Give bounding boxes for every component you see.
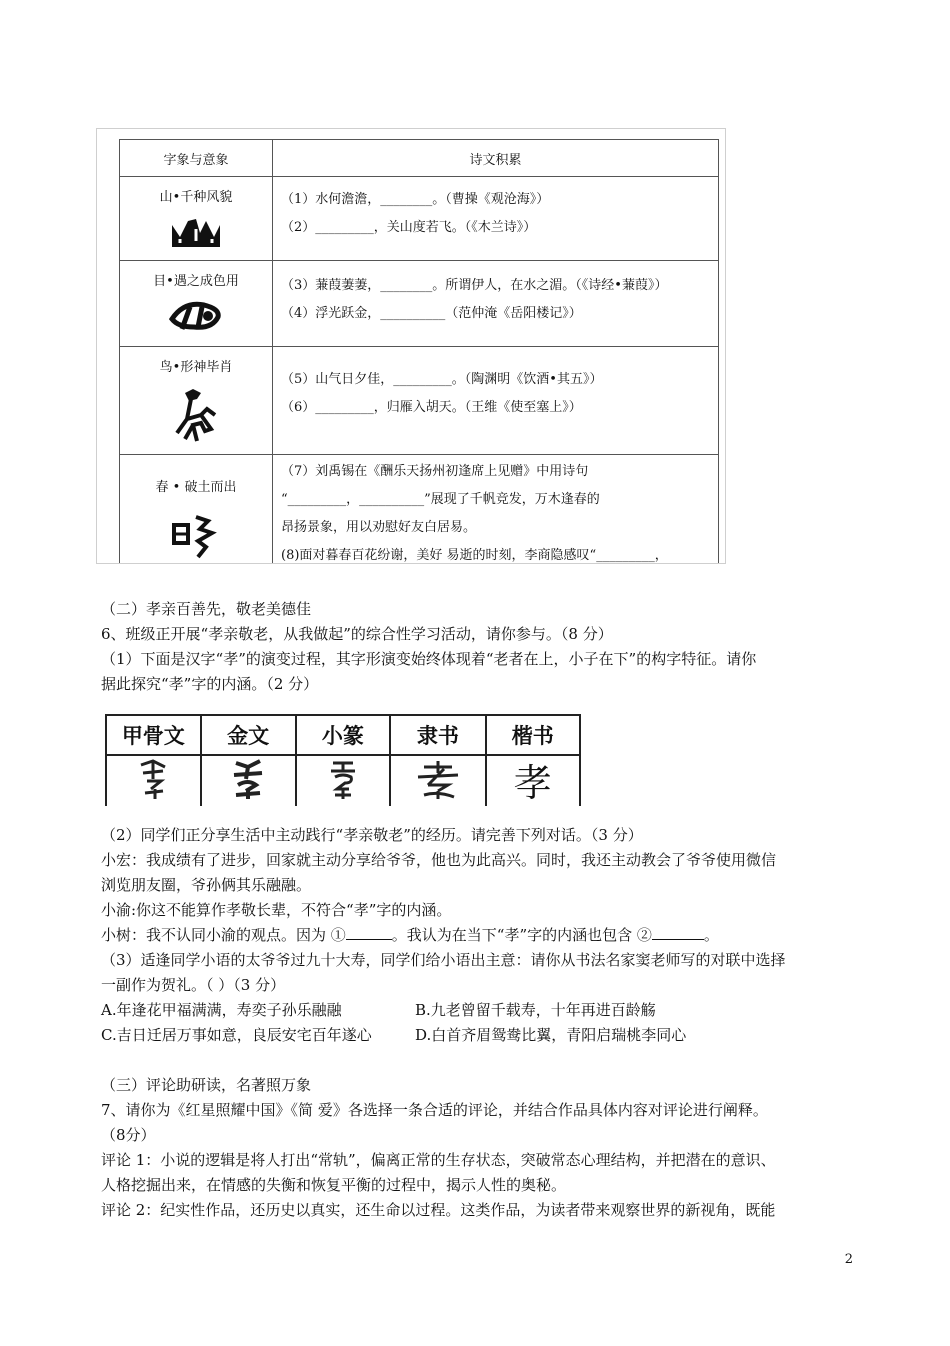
question-7-line2: （8分）	[101, 1126, 156, 1144]
section-heading-3: （三）评论助研读，名著照万象	[101, 1076, 312, 1094]
poetry-line: （3）蒹葭萋萋，________。所谓伊人，在水之湄。（《诗经•蒹葭》）	[281, 278, 668, 293]
bronze-xiao-glyph-icon	[201, 755, 296, 806]
poetry-table	[119, 139, 719, 564]
dialogue-xiaohong-line2: 浏览朋友圈，爷孙俩其乐融融。	[101, 876, 312, 894]
table-cell-mountain-poetry	[273, 177, 719, 261]
poetry-line: “_________，__________”展现了千帆竞发，万木逢春的	[281, 492, 600, 507]
table-cell-eye-poetry	[273, 261, 719, 347]
comment-1-line2: 人格挖掘出来，在情感的失衡和恢复平衡的过程中，揭示人性的奥秘。	[101, 1176, 567, 1194]
comment-1-line1: 评论 1：小说的逻辑是将人打出“常轨”，偏离正常的生存状态，突破常态心理结构，并把潜在的意识、	[101, 1151, 776, 1169]
row-label: 鸟•形神毕肖	[159, 360, 233, 375]
xiao-evolution-table	[105, 714, 581, 806]
oracle-xiao-glyph-icon	[106, 755, 201, 806]
evolution-header: 隶书	[390, 715, 485, 755]
comment-2-line1: 评论 2：纪实性作品，还历史以真实，还生命以过程。这类作品，为读者带来观察世界的新视角，既能	[101, 1201, 776, 1219]
evolution-header: 楷书	[486, 715, 581, 755]
table-row-bird	[120, 347, 273, 455]
poetry-line: （1）水何澹澹，________。（曹操《观沧海》）	[281, 192, 550, 207]
question-6-3-line2: 一副作为贺礼。（ ）（3 分）	[101, 976, 286, 994]
table-row-eye	[120, 261, 273, 347]
dialogue-xiaoyu: 小渝:你这不能算作孝敬长辈，不符合“孝”字的内涵。	[101, 901, 452, 919]
poetry-line: （7）刘禹锡在《酬乐天扬州初逢席上见赠》中用诗句	[281, 464, 589, 479]
seal-xiao-glyph-icon	[296, 755, 391, 806]
evolution-header: 金文	[201, 715, 296, 755]
question-6-1-line1: （1）下面是汉字“孝”的演变过程，其字形演变始终体现着“老者在上，小子在下”的构字特征。请你	[101, 650, 757, 668]
oracle-bird-glyph-icon	[171, 385, 221, 445]
question-6-2: （2）同学们正分享生活中主动践行“孝亲敬老”的经历。请完善下列对话。（3 分）	[101, 826, 643, 844]
evolution-header: 小篆	[296, 715, 391, 755]
page-number: 2	[844, 1252, 853, 1267]
xiaoshu-text-3: 。	[703, 926, 719, 944]
xiaoshu-text-2: 。我认为在当下“孝”字的内涵也包含 ②	[391, 926, 652, 944]
poetry-line: （6）_________，归雁入胡天。（王维《使至塞上》）	[281, 400, 582, 415]
row-label: 春 • 破土而出	[155, 480, 237, 495]
dialogue-xiaohong-line1: 小宏：我成绩有了进步，回家就主动分享给爷爷，他也为此高兴。同时，我还主动教会了爷爷使用微信	[101, 851, 777, 869]
poetry-line: (8)面对暮春百花纷谢，美好 易逝的时刻，李商隐感叹“_________，	[281, 548, 668, 563]
question-6-1-line2: 据此探究“孝”字的内涵。（2 分）	[101, 675, 319, 693]
poetry-line: 昂扬景象，用以劝慰好友白居易。	[281, 520, 477, 535]
question-6: 6、班级正开展“孝亲敬老，从我做起”的综合性学习活动，请你参与。（8 分）	[101, 625, 613, 643]
regular-xiao-glyph: 孝	[486, 755, 581, 806]
option-c: C.吉日迁居万事如意，良辰安宅百年遂心	[101, 1026, 372, 1044]
clerical-xiao-glyph-icon	[390, 755, 485, 806]
section-heading-2: （二）孝亲百善先，敬老美德佳	[101, 600, 312, 618]
option-a: A.年逢花甲福满满，寿奕子孙乐融融	[101, 1001, 342, 1019]
xiaoshu-text-1: 小树：我不认同小渝的观点。因为 ①	[101, 926, 346, 944]
oracle-eye-glyph-icon	[168, 299, 224, 333]
question-6-3-line1: （3）适逢同学小语的太爷爷过九十大寿，同学们给小语出主意：请你从书法名家窦老师写的对联中选择	[101, 951, 786, 969]
answer-blank-1[interactable]	[346, 923, 392, 940]
evolution-header: 甲骨文	[106, 715, 201, 755]
table-header-poetry: 诗文积累	[273, 140, 719, 177]
poetry-line: （2）_________，关山度若飞。（《木兰诗》）	[281, 220, 537, 235]
poetry-line: （4）浮光跃金，__________（范仲淹《岳阳楼记》）	[281, 306, 582, 321]
table-row-spring	[120, 455, 273, 565]
dialogue-xiaoshu	[101, 923, 719, 947]
poetry-table-image	[96, 128, 726, 564]
answer-blank-2[interactable]	[652, 923, 704, 940]
poetry-line: （5）山气日夕佳，_________。（陶渊明《饮酒•其五》）	[281, 372, 603, 387]
oracle-mountain-glyph-icon	[168, 215, 224, 251]
row-label: 山•千种风貌	[159, 190, 233, 205]
table-row-mountain	[120, 177, 273, 261]
oracle-spring-glyph-icon	[168, 511, 224, 561]
table-header-glyph: 字象与意象	[120, 140, 273, 177]
table-cell-spring-poetry	[273, 455, 719, 565]
row-label: 目•遇之成色用	[153, 274, 239, 289]
option-b: B.九老曾留千载寿，十年再进百龄觞	[415, 1001, 656, 1019]
table-cell-bird-poetry	[273, 347, 719, 455]
option-d: D.白首齐眉鸳鸯比翼，青阳启瑞桃李同心	[415, 1026, 687, 1044]
question-7-line1: 7、请你为《红星照耀中国》《简 爱》各选择一条合适的评论，并结合作品具体内容对评论进行阐释。	[101, 1101, 768, 1119]
